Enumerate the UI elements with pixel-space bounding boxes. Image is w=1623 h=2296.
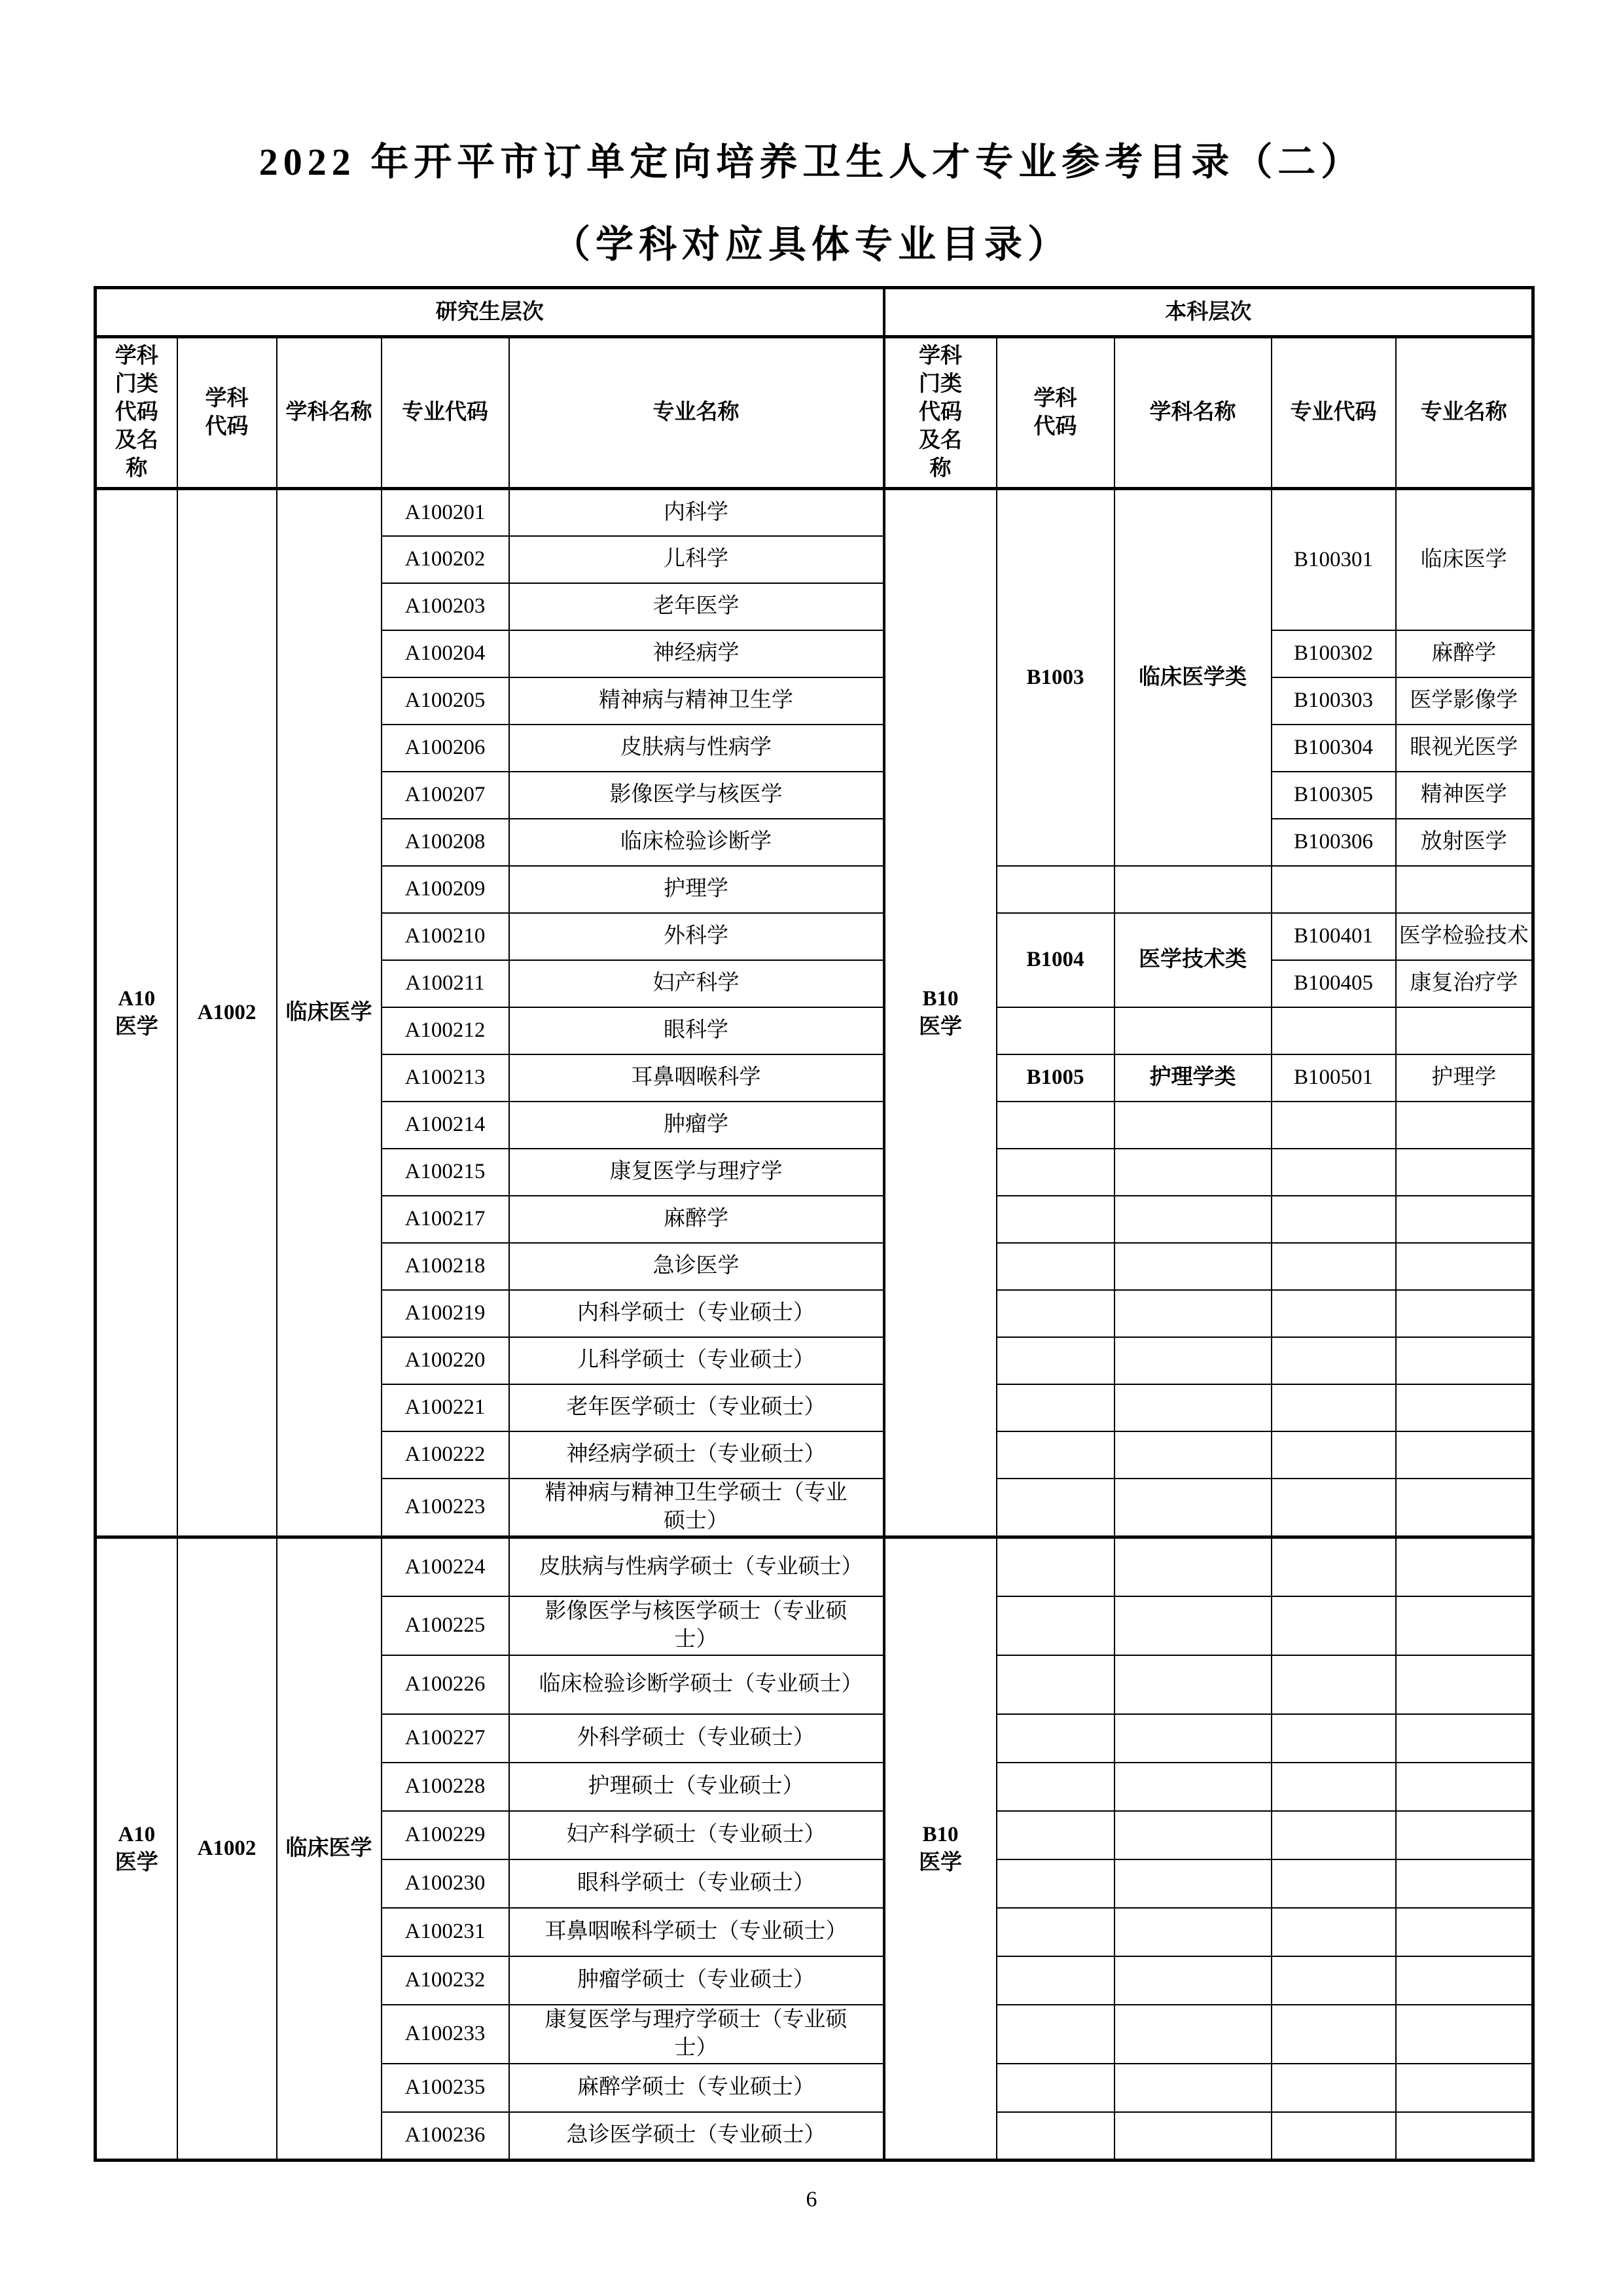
empty-cell [1272, 2005, 1396, 2064]
empty-cell [997, 1479, 1115, 1537]
column-header-category: 学科门类代码及名称 [96, 337, 177, 489]
empty-cell [1396, 1384, 1533, 1431]
major-code-cell: A100224 [382, 1537, 509, 1596]
major-code-cell: A100206 [382, 725, 509, 772]
major-name-cell: 儿科学 [509, 536, 884, 583]
empty-cell [1115, 1243, 1272, 1290]
major-name-cell: 妇产科学硕士（专业硕士） [509, 1811, 884, 1859]
empty-cell [1272, 1337, 1396, 1384]
major-name-cell: 肿瘤学硕士（专业硕士） [509, 1956, 884, 2005]
empty-cell [997, 1337, 1115, 1384]
major-name-cell: 放射医学 [1396, 819, 1533, 866]
catalog-table [94, 286, 1535, 2162]
empty-cell [1396, 1290, 1533, 1337]
empty-cell [1272, 1811, 1396, 1859]
empty-cell [1115, 1596, 1272, 1655]
major-code-cell: A100229 [382, 1811, 509, 1859]
major-name-cell: 康复治疗学 [1396, 960, 1533, 1007]
empty-cell [1115, 1811, 1272, 1859]
major-code-cell: A100220 [382, 1337, 509, 1384]
major-code-cell: A100230 [382, 1859, 509, 1908]
graduate-level-header: 研究生层次 [96, 288, 884, 337]
empty-cell [1115, 1384, 1272, 1431]
empty-cell [1272, 1655, 1396, 1714]
empty-cell [1115, 1290, 1272, 1337]
subject-code-cell: A1002 [177, 1537, 277, 2161]
major-name-cell: 妇产科学 [509, 960, 884, 1007]
major-code-cell: B100304 [1272, 725, 1396, 772]
empty-cell [1272, 1196, 1396, 1243]
empty-cell [1272, 1859, 1396, 1908]
empty-cell [1396, 1243, 1533, 1290]
empty-cell [997, 1102, 1115, 1149]
empty-cell [997, 1196, 1115, 1243]
major-code-cell: A100209 [382, 866, 509, 913]
subject-code-cell: B1004 [997, 913, 1115, 1007]
column-header-subject-code: 学科代码 [997, 337, 1115, 489]
major-name-cell: 眼科学硕士（专业硕士） [509, 1859, 884, 1908]
major-code-cell: A100232 [382, 1956, 509, 2005]
undergraduate-level-header: 本科层次 [884, 288, 1533, 337]
major-code-cell: A100205 [382, 677, 509, 725]
major-code-cell: B100303 [1272, 677, 1396, 725]
empty-cell [1396, 1431, 1533, 1479]
major-code-cell: A100201 [382, 489, 509, 536]
major-name-cell: 老年医学硕士（专业硕士） [509, 1384, 884, 1431]
empty-cell [1272, 2112, 1396, 2161]
empty-cell [1396, 1149, 1533, 1196]
column-header-major-code: 专业代码 [382, 337, 509, 489]
empty-cell [997, 1859, 1115, 1908]
subject-name-cell: 临床医学 [277, 1537, 382, 2161]
subject-code-cell: B1005 [997, 1054, 1115, 1102]
major-name-cell: 护理学 [509, 866, 884, 913]
major-code-cell: A100225 [382, 1596, 509, 1655]
major-code-cell: A100207 [382, 772, 509, 819]
major-name-cell: 临床医学 [1396, 489, 1533, 630]
empty-cell [1396, 1859, 1533, 1908]
empty-cell [1115, 866, 1272, 913]
major-code-cell: A100213 [382, 1054, 509, 1102]
major-code-cell: A100211 [382, 960, 509, 1007]
major-code-cell: B100306 [1272, 819, 1396, 866]
major-code-cell: B100305 [1272, 772, 1396, 819]
empty-cell [1272, 1384, 1396, 1431]
major-name-cell: 眼科学 [509, 1007, 884, 1054]
empty-cell [1115, 1537, 1272, 1596]
empty-cell [997, 1007, 1115, 1054]
empty-cell [1396, 2005, 1533, 2064]
major-code-cell: A100236 [382, 2112, 509, 2161]
column-header-subject-name: 学科名称 [1115, 337, 1272, 489]
empty-cell [1396, 2112, 1533, 2161]
major-name-cell: 耳鼻咽喉科学 [509, 1054, 884, 1102]
empty-cell [997, 1811, 1115, 1859]
major-name-cell: 康复医学与理疗学 [509, 1149, 884, 1196]
empty-cell [1115, 2005, 1272, 2064]
major-name-cell: 外科学硕士（专业硕士） [509, 1714, 884, 1763]
category-cell: A10 医学 [96, 489, 177, 1537]
empty-cell [1115, 1431, 1272, 1479]
catalog-table-grid [94, 286, 1535, 2162]
major-name-cell: 康复医学与理疗学硕士（专业硕士） [509, 2005, 884, 2064]
empty-cell [1396, 1655, 1533, 1714]
empty-cell [1115, 1007, 1272, 1054]
major-code-cell: A100228 [382, 1763, 509, 1811]
empty-cell [997, 1956, 1115, 2005]
empty-cell [1396, 1007, 1533, 1054]
major-name-cell: 神经病学硕士（专业硕士） [509, 1431, 884, 1479]
empty-cell [1396, 1337, 1533, 1384]
major-name-cell: 医学影像学 [1396, 677, 1533, 725]
major-name-cell: 护理硕士（专业硕士） [509, 1763, 884, 1811]
column-header-major-code: 专业代码 [1272, 337, 1396, 489]
major-name-cell: 儿科学硕士（专业硕士） [509, 1337, 884, 1384]
empty-cell [1396, 1596, 1533, 1655]
major-code-cell: A100231 [382, 1908, 509, 1956]
major-code-cell: A100227 [382, 1714, 509, 1763]
subject-name-cell: 医学技术类 [1115, 913, 1272, 1007]
empty-cell [997, 1290, 1115, 1337]
empty-cell [1115, 1102, 1272, 1149]
empty-cell [997, 1149, 1115, 1196]
category-cell: A10 医学 [96, 1537, 177, 2161]
major-code-cell: A100204 [382, 630, 509, 677]
major-name-cell: 急诊医学 [509, 1243, 884, 1290]
page-number: 6 [806, 2187, 817, 2212]
major-name-cell: 精神病与精神卫生学 [509, 677, 884, 725]
major-name-cell: 麻醉学 [1396, 630, 1533, 677]
empty-cell [997, 2064, 1115, 2112]
major-code-cell: A100212 [382, 1007, 509, 1054]
major-name-cell: 内科学硕士（专业硕士） [509, 1290, 884, 1337]
column-header-subject-name: 学科名称 [277, 337, 382, 489]
empty-cell [1272, 1596, 1396, 1655]
empty-cell [997, 866, 1115, 913]
major-name-cell: 外科学 [509, 913, 884, 960]
empty-cell [1396, 1811, 1533, 1859]
major-code-cell: A100235 [382, 2064, 509, 2112]
empty-cell [1396, 1102, 1533, 1149]
subject-name-cell: 临床医学 [277, 489, 382, 1537]
empty-cell [997, 1908, 1115, 1956]
major-name-cell: 影像医学与核医学 [509, 772, 884, 819]
empty-cell [1115, 1763, 1272, 1811]
empty-cell [997, 1596, 1115, 1655]
empty-cell [997, 2112, 1115, 2161]
empty-cell [1396, 1956, 1533, 2005]
category-cell: B10 医学 [884, 1537, 997, 2161]
empty-cell [997, 1384, 1115, 1431]
major-name-cell: 肿瘤学 [509, 1102, 884, 1149]
major-name-cell: 眼视光医学 [1396, 725, 1533, 772]
major-code-cell: B100501 [1272, 1054, 1396, 1102]
major-code-cell: A100208 [382, 819, 509, 866]
empty-cell [1272, 1243, 1396, 1290]
major-name-cell: 皮肤病与性病学 [509, 725, 884, 772]
major-code-cell: B100405 [1272, 960, 1396, 1007]
major-code-cell: A100223 [382, 1479, 509, 1537]
major-code-cell: A100218 [382, 1243, 509, 1290]
empty-cell [1272, 1956, 1396, 2005]
major-code-cell: A100233 [382, 2005, 509, 2064]
major-name-cell: 麻醉学硕士（专业硕士） [509, 2064, 884, 2112]
major-code-cell: A100219 [382, 1290, 509, 1337]
empty-cell [1396, 2064, 1533, 2112]
major-code-cell: A100226 [382, 1655, 509, 1714]
empty-cell [1396, 1763, 1533, 1811]
major-name-cell: 麻醉学 [509, 1196, 884, 1243]
empty-cell [997, 1431, 1115, 1479]
empty-cell [1115, 1714, 1272, 1763]
empty-cell [1272, 1763, 1396, 1811]
subject-name-cell: 临床医学类 [1115, 489, 1272, 866]
empty-cell [1115, 1149, 1272, 1196]
page-subtitle: （学科对应具体专业目录） [552, 223, 1071, 266]
empty-cell [1396, 866, 1533, 913]
empty-cell [997, 1243, 1115, 1290]
major-code-cell: B100301 [1272, 489, 1396, 630]
major-name-cell: 神经病学 [509, 630, 884, 677]
empty-cell [1272, 1007, 1396, 1054]
empty-cell [1272, 2064, 1396, 2112]
major-name-cell: 临床检验诊断学硕士（专业硕士） [509, 1655, 884, 1714]
major-name-cell: 精神医学 [1396, 772, 1533, 819]
major-name-cell: 医学检验技术 [1396, 913, 1533, 960]
major-name-cell: 临床检验诊断学 [509, 819, 884, 866]
empty-cell [1115, 1655, 1272, 1714]
major-code-cell: A100215 [382, 1149, 509, 1196]
subject-code-cell: B1003 [997, 489, 1115, 866]
empty-cell [997, 1763, 1115, 1811]
empty-cell [1115, 1908, 1272, 1956]
empty-cell [1396, 1714, 1533, 1763]
major-code-cell: A100203 [382, 583, 509, 630]
empty-cell [1115, 1196, 1272, 1243]
empty-cell [1272, 1537, 1396, 1596]
empty-cell [997, 1655, 1115, 1714]
empty-cell [997, 2005, 1115, 2064]
major-code-cell: A100217 [382, 1196, 509, 1243]
empty-cell [1396, 1908, 1533, 1956]
major-name-cell: 皮肤病与性病学硕士（专业硕士） [509, 1537, 884, 1596]
empty-cell [1115, 1956, 1272, 2005]
empty-cell [1396, 1479, 1533, 1537]
column-header-subject-code: 学科代码 [177, 337, 277, 489]
empty-cell [1396, 1196, 1533, 1243]
empty-cell [997, 1537, 1115, 1596]
empty-cell [1115, 1337, 1272, 1384]
page-title: 2022 年开平市订单定向培养卫生人才专业参考目录（二） [259, 141, 1364, 183]
empty-cell [1115, 2064, 1272, 2112]
major-name-cell: 精神病与精神卫生学硕士（专业硕士） [509, 1479, 884, 1537]
empty-cell [1272, 1431, 1396, 1479]
empty-cell [1272, 1479, 1396, 1537]
column-header-major-name: 专业名称 [1396, 337, 1533, 489]
empty-cell [1396, 1537, 1533, 1596]
major-code-cell: A100210 [382, 913, 509, 960]
empty-cell [1272, 866, 1396, 913]
major-code-cell: B100302 [1272, 630, 1396, 677]
empty-cell [1115, 2112, 1272, 2161]
major-name-cell: 耳鼻咽喉科学硕士（专业硕士） [509, 1908, 884, 1956]
empty-cell [1272, 1290, 1396, 1337]
empty-cell [1115, 1859, 1272, 1908]
major-name-cell: 影像医学与核医学硕士（专业硕士） [509, 1596, 884, 1655]
empty-cell [997, 1714, 1115, 1763]
column-header-category: 学科门类代码及名称 [884, 337, 997, 489]
major-code-cell: B100401 [1272, 913, 1396, 960]
major-name-cell: 急诊医学硕士（专业硕士） [509, 2112, 884, 2161]
empty-cell [1272, 1102, 1396, 1149]
empty-cell [1115, 1479, 1272, 1537]
major-code-cell: A100222 [382, 1431, 509, 1479]
category-cell: B10 医学 [884, 489, 997, 1537]
major-name-cell: 护理学 [1396, 1054, 1533, 1102]
subject-code-cell: A1002 [177, 489, 277, 1537]
subject-name-cell: 护理学类 [1115, 1054, 1272, 1102]
column-header-major-name: 专业名称 [509, 337, 884, 489]
major-name-cell: 内科学 [509, 489, 884, 536]
major-code-cell: A100202 [382, 536, 509, 583]
major-code-cell: A100214 [382, 1102, 509, 1149]
empty-cell [1272, 1149, 1396, 1196]
empty-cell [1272, 1714, 1396, 1763]
empty-cell [1272, 1908, 1396, 1956]
major-code-cell: A100221 [382, 1384, 509, 1431]
major-name-cell: 老年医学 [509, 583, 884, 630]
